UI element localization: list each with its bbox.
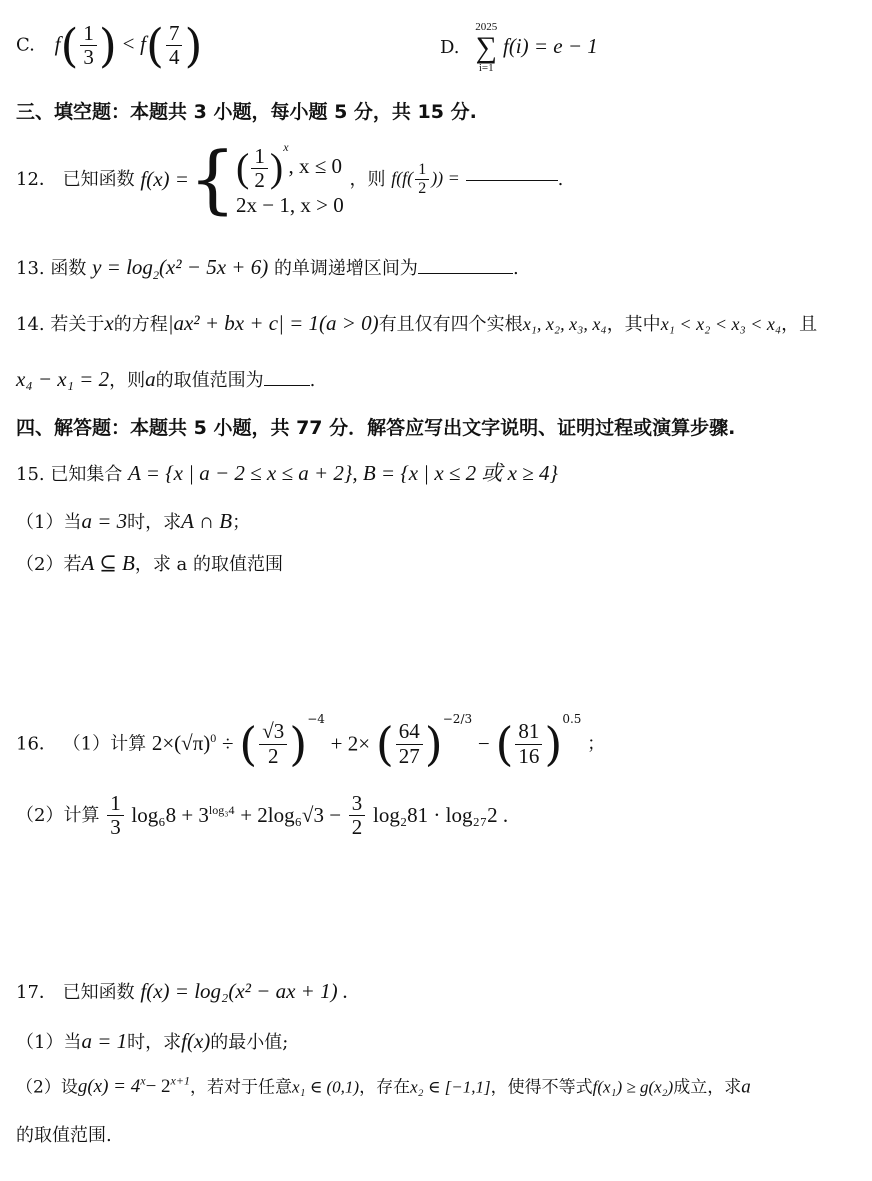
q16-f3-exp: 0.5 [562, 712, 582, 726]
q14-text-g: 的取值范围为 [155, 370, 264, 391]
q16-part1 [16, 712, 606, 771]
paren: ( [375, 717, 394, 771]
q17-p1-cond: a = 1 [81, 1029, 128, 1053]
q15-part1 [16, 508, 250, 535]
q12-fx: f(x) = [140, 166, 189, 191]
paren: ) [424, 717, 443, 771]
q14-x: x [104, 311, 114, 335]
section4-heading: 四、解答题：本题共 5 小题，共 77 分．解答应写出文字说明、证明过程或演算步骤. [16, 417, 736, 439]
q17-number: 17． [16, 982, 57, 1003]
q12-text: 已知函数 [62, 168, 135, 190]
q15-p1-label: （1）当 [16, 512, 82, 533]
q14-answer-blank[interactable] [264, 384, 310, 386]
q14-end: . [309, 370, 316, 391]
q15-p1-end: ； [232, 512, 251, 533]
q13-expr: $y = \log_2(x^2 - 5x + 6)$ [92, 255, 269, 283]
q15-p2-text: ，求 a 的取值范围 [134, 554, 284, 575]
q14-text-a: 若关于 [50, 314, 105, 335]
q15-p2-label: （2）若 [16, 554, 82, 575]
q17-part2-line2: 的取值范围. [16, 1125, 112, 1146]
q14-text-e: ，且 [781, 314, 818, 335]
q17-p2-g: $g(x) = 4^x- 2^{x+1}$ [77, 1074, 190, 1098]
q15 [16, 460, 558, 487]
q17-part1 [16, 1028, 288, 1055]
q17-p2-ineq: f(x₁) ≥ g(x₂) [592, 1077, 674, 1097]
q16-frac-h: $\frac{3}{2}$ [349, 792, 366, 839]
paren: ( [239, 717, 258, 771]
paren: ( [146, 18, 164, 73]
q14-line2 [16, 366, 315, 393]
q17-p2-d: 成立，求 [673, 1077, 742, 1098]
option-c-label: C. [16, 34, 35, 56]
q17-p2-b: ，存在 [359, 1077, 411, 1098]
q17-part2 [16, 1074, 751, 1100]
q17-expr: f(x) = log₂(x² − ax + 1) . [140, 979, 349, 1003]
q16-part2 [16, 792, 508, 839]
q14-text-b: 的方程 [113, 314, 168, 335]
q17-p2-label: （2）设 [16, 1077, 78, 1098]
q16-plus2: + 2× [330, 731, 371, 756]
q12-case2: 2x − 1, x > 0 [236, 192, 344, 217]
q13-answer-blank[interactable] [418, 272, 513, 274]
paren: ) [184, 18, 203, 73]
q12-brace: { [188, 136, 237, 223]
section3-heading: 三、填空题：本题共 3 小题，每小题 5 分，共 15 分. [16, 101, 477, 123]
q16-number: 16． [16, 733, 57, 755]
q15-number: 15. [16, 464, 45, 485]
option-c [16, 18, 203, 73]
q16-frac1: $\frac{√3}{2}$ [259, 720, 287, 767]
q16-frac-g: $\frac{1}{3}$ [107, 792, 124, 839]
q14-order: x₁ < x₂ < x₃ < x₄ [660, 314, 782, 334]
q17-p1-text: 时，求 [127, 1032, 182, 1053]
q14-line1 [16, 310, 817, 337]
q17-text: 已知函数 [62, 982, 135, 1003]
q14-roots: x₁, x₂, x₃, x₄ [522, 314, 607, 334]
q15-p1-cond: a = 3 [81, 509, 128, 533]
q16-p1-label: （1）计算 [62, 733, 147, 755]
option-d-expr: f(i) = e − 1 [502, 34, 598, 58]
q16-p2-label: （2）计算 [16, 804, 100, 826]
option-c-f1: f [54, 31, 61, 56]
q16-div: ÷ [222, 731, 234, 756]
q17-p2-a: ，若对于任意 [189, 1077, 292, 1098]
q14-text-f: ，则 [109, 370, 146, 391]
q15-part2 [16, 550, 283, 577]
option-d-sum: 2025 ∑ i=1 [475, 21, 498, 74]
q16-frac2: $\frac{64}{27}$ [396, 720, 423, 767]
q17 [16, 978, 348, 1005]
q17-p1-label: （1）当 [16, 1032, 82, 1053]
option-c-frac1: $\frac{1}{3}$ [80, 22, 97, 69]
q14-a: a [145, 367, 156, 391]
q12-cases: ( $\frac{1}{2}$ )$^x$, x ≤ 0 2x − 1, x > 0 [236, 140, 344, 219]
q12-number: 12． [16, 168, 57, 190]
q13-tail: 的单调递增区间为 [273, 258, 418, 279]
q17-p1-expr: f(x) [181, 1029, 211, 1053]
q15-p1-expr: A ∩ B [181, 509, 233, 533]
q15-p2-cond: A ⊆ B [81, 551, 135, 575]
q16-frac3: $\frac{81}{16}$ [515, 720, 542, 767]
q13-text: 函数 [50, 258, 87, 279]
q16-f1-exp: −4 [307, 712, 325, 726]
paren: ) [289, 717, 308, 771]
q12-answer-blank[interactable] [466, 179, 558, 181]
q15-sets: A = {x | a − 2 ≤ x ≤ a + 2}, B = {x | x ≤ 2 或 x ≥ 4} [128, 461, 558, 485]
q12-ask: f(f( $\frac{1}{2}$ )) = [391, 161, 460, 198]
q17-p2-x2: x₂ ∈ [−1,1] [410, 1077, 491, 1097]
option-d [440, 22, 598, 74]
q13-number: 13. [16, 258, 45, 279]
paren: ) [544, 717, 563, 771]
q14-text-c: 有且仅有四个实根 [378, 314, 523, 335]
q14-text-d: ，其中 [606, 314, 661, 335]
q13-end: . [512, 258, 519, 279]
option-c-frac2: $\frac{7}{4}$ [166, 22, 183, 69]
q16-f2-exp: −2/3 [442, 712, 473, 726]
option-c-lt: < [122, 31, 135, 56]
q16-p1-end: ； [587, 733, 606, 755]
q17-p2-a-var: a [741, 1076, 751, 1098]
option-c-f2: f [140, 31, 146, 56]
q17-p1-end: 的最小值; [210, 1032, 289, 1053]
q12-then: ，则 [349, 168, 386, 190]
q16-g1: $\log_68 + 3^{log_34}$ [131, 802, 235, 827]
q14-number: 14. [16, 314, 45, 335]
q16-t1: $2\times(√\pi)^0$ [151, 731, 217, 756]
q12-end: . [557, 168, 564, 190]
q15-text: 已知集合 [50, 464, 123, 485]
option-d-label: D. [440, 37, 460, 58]
q16-minus: − [477, 731, 490, 756]
paren: ( [495, 717, 514, 771]
q12 [16, 136, 564, 236]
q15-p1-text: 时，求 [127, 512, 182, 533]
q14-condition: x₄ − x₁ = 2 [16, 367, 110, 391]
q17-p2-x1: x₁ ∈ (0,1) [291, 1077, 360, 1097]
paren: ) [98, 18, 117, 73]
paren: ( [60, 18, 79, 73]
q13 [16, 254, 519, 284]
q17-p2-c: ，使得不等式 [490, 1077, 593, 1098]
q16-g2: + 2log₆√3 − [240, 802, 342, 827]
q16-g3: log₂81 · log₂₇2 . [373, 802, 509, 827]
q14-equation: |ax² + bx + c| = 1(a > 0) [167, 311, 379, 335]
